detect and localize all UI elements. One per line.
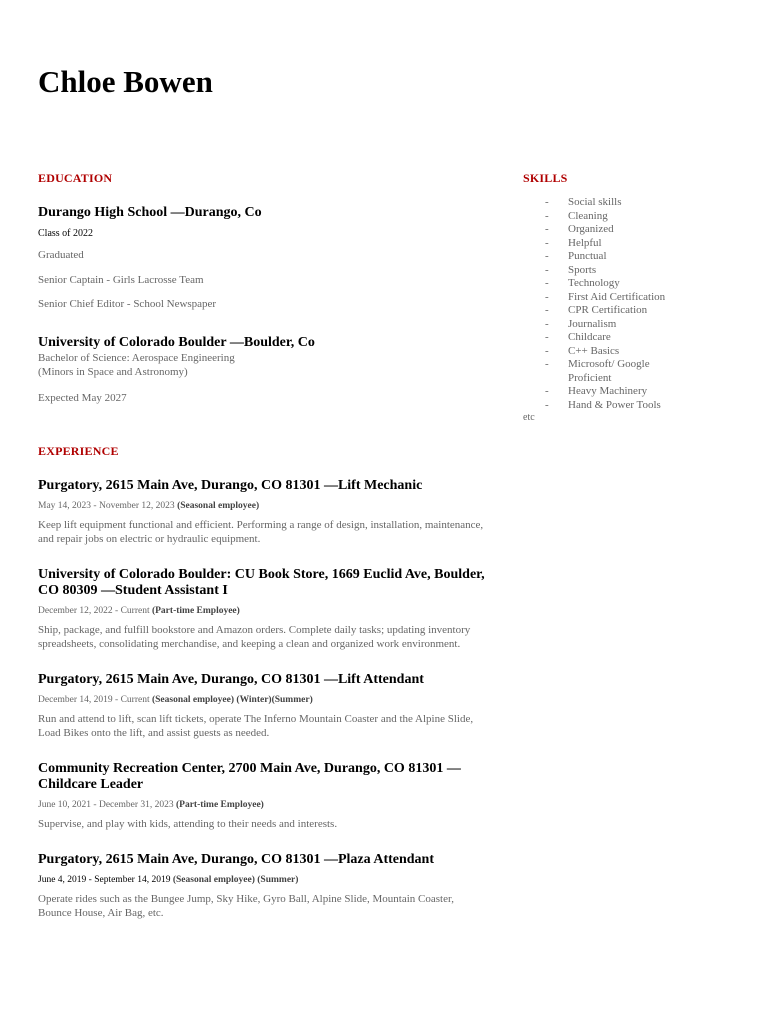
skill-item	[545, 196, 695, 210]
skill-bullet: -	[545, 223, 549, 235]
experience-entry	[38, 852, 488, 920]
job-dates-line	[38, 500, 488, 512]
expected-graduation: Expected May 2027	[38, 392, 127, 404]
job-description: Keep lift equipment functional and efficient. Performing a range of design, installation, maintenance, and repair jobs on electric or hydraulic equipment.	[38, 519, 484, 545]
job-dates-line	[38, 694, 488, 706]
skill-bullet: -	[545, 209, 549, 222]
job-description: Operate rides such as the Bungee Jump, Sky Hike, Gyro Ball, Alpine Slide, Mountain Coaster, Bounce House, Air Bag, etc.	[38, 893, 454, 919]
skill-bullet: -	[545, 385, 549, 397]
experience-entry	[38, 567, 488, 651]
skill-label: Helpful	[568, 236, 602, 249]
skill-bullet: -	[545, 263, 549, 276]
job-type: (Seasonal employee)	[177, 501, 260, 511]
skill-label: Childcare	[568, 331, 611, 343]
skill-label: Technology	[568, 277, 620, 289]
skill-item	[545, 358, 695, 385]
school-activity-1: Senior Captain - Girls Lacrosse Team	[38, 273, 204, 286]
job-dates: December 12, 2022 - Current	[38, 606, 150, 616]
skill-item	[545, 304, 695, 318]
skill-label: Cleaning	[568, 209, 608, 222]
job-title: Purgatory, 2615 Main Ave, Durango, CO 81301 —Lift Mechanic	[38, 478, 423, 493]
degree: Bachelor of Science: Aerospace Engineering	[38, 352, 235, 364]
skill-item	[545, 331, 695, 345]
job-title: Community Recreation Center, 2700 Main Ave, Durango, CO 81301 —Childcare Leader	[38, 761, 461, 792]
job-type: (Seasonal employee) (Summer)	[172, 875, 299, 885]
skills-heading: SKILLS	[523, 171, 568, 185]
skill-bullet: -	[545, 236, 549, 249]
school-class: Class of 2022	[38, 228, 93, 239]
education-heading: EDUCATION	[38, 171, 113, 185]
job-dates-line	[38, 799, 488, 811]
skill-label: Heavy Machinery	[568, 385, 648, 397]
job-title: University of Colorado Boulder: CU Book Store, 1669 Euclid Ave, Boulder, CO 80309 —Student Assistant I	[38, 567, 485, 598]
job-dates: December 14, 2019 - Current	[38, 695, 150, 705]
skill-item	[545, 223, 695, 237]
skill-label: First Aid Certification	[568, 290, 666, 303]
job-title: Purgatory, 2615 Main Ave, Durango, CO 81301 —Lift Attendant	[38, 672, 424, 687]
resume-name: Chloe Bowen	[38, 64, 213, 99]
school-status: Graduated	[38, 249, 84, 261]
skill-bullet: -	[545, 398, 549, 411]
job-description: Run and attend to lift, scan lift tickets, operate The Inferno Mountain Coaster and the Alpine Slide, Load Bikes onto the lift, and assist guests as needed.	[38, 713, 474, 739]
skill-item	[545, 210, 695, 224]
skill-item	[545, 250, 695, 264]
experience-heading: EXPERIENCE	[38, 444, 119, 458]
job-type: (Part-time Employee)	[151, 606, 240, 616]
skills-list	[545, 196, 695, 412]
job-dates: June 10, 2021 - December 31, 2023	[38, 800, 174, 810]
job-title: Purgatory, 2615 Main Ave, Durango, CO 81301 —Plaza Attendant	[38, 852, 435, 867]
skill-label: Social skills	[568, 196, 622, 208]
skills-etc: etc	[523, 412, 535, 423]
skill-item	[545, 318, 695, 332]
skill-item	[545, 237, 695, 251]
skill-label: C++ Basics	[568, 344, 620, 357]
job-dates-line	[38, 605, 488, 617]
skill-bullet: -	[545, 304, 549, 316]
school-title: University of Colorado Boulder —Boulder, Co	[38, 335, 315, 350]
skill-bullet: -	[545, 358, 549, 370]
skill-item	[545, 264, 695, 278]
skill-label: Punctual	[568, 250, 607, 262]
skill-item	[545, 399, 695, 413]
skill-bullet: -	[545, 344, 549, 357]
skill-label: Journalism	[568, 317, 617, 330]
skill-label: Hand & Power Tools	[568, 398, 661, 411]
skill-bullet: -	[545, 331, 549, 343]
job-dates: June 4, 2019 - September 14, 2019	[38, 875, 171, 885]
job-description: Supervise, and play with kids, attending to their needs and interests.	[38, 818, 338, 830]
skill-bullet: -	[545, 277, 549, 289]
skill-bullet: -	[545, 250, 549, 262]
skill-bullet: -	[545, 290, 549, 303]
skill-label: Microsoft/ Google Proficient	[568, 358, 650, 384]
experience-entry	[38, 761, 488, 832]
job-dates: May 14, 2023 - November 12, 2023	[38, 501, 175, 511]
skill-item	[545, 277, 695, 291]
skill-label: Sports	[568, 263, 597, 276]
skill-label: CPR Certification	[568, 304, 648, 316]
school-activity-2: Senior Chief Editor - School Newspaper	[38, 298, 217, 310]
job-description: Ship, package, and fulfill bookstore and Amazon orders. Complete daily tasks; updating inventory spreadsheets, consolidating merchandise, and keeping a clean and organized work environment.	[38, 624, 471, 650]
minors: (Minors in Space and Astronomy)	[38, 365, 188, 378]
school-title: Durango High School —Durango, Co	[38, 205, 262, 220]
skill-label: Organized	[568, 223, 614, 235]
experience-entry	[38, 672, 488, 740]
education-entry-2	[38, 335, 488, 406]
education-entry-1	[38, 205, 488, 312]
job-dates-line	[38, 874, 488, 886]
skill-item	[545, 385, 695, 399]
skill-item	[545, 291, 695, 305]
job-type: (Part-time Employee)	[175, 800, 264, 810]
skill-bullet: -	[545, 317, 549, 330]
skill-item	[545, 345, 695, 359]
experience-entry	[38, 478, 488, 546]
skill-bullet: -	[545, 196, 549, 208]
job-type: (Seasonal employee) (Winter)(Summer)	[151, 695, 313, 705]
